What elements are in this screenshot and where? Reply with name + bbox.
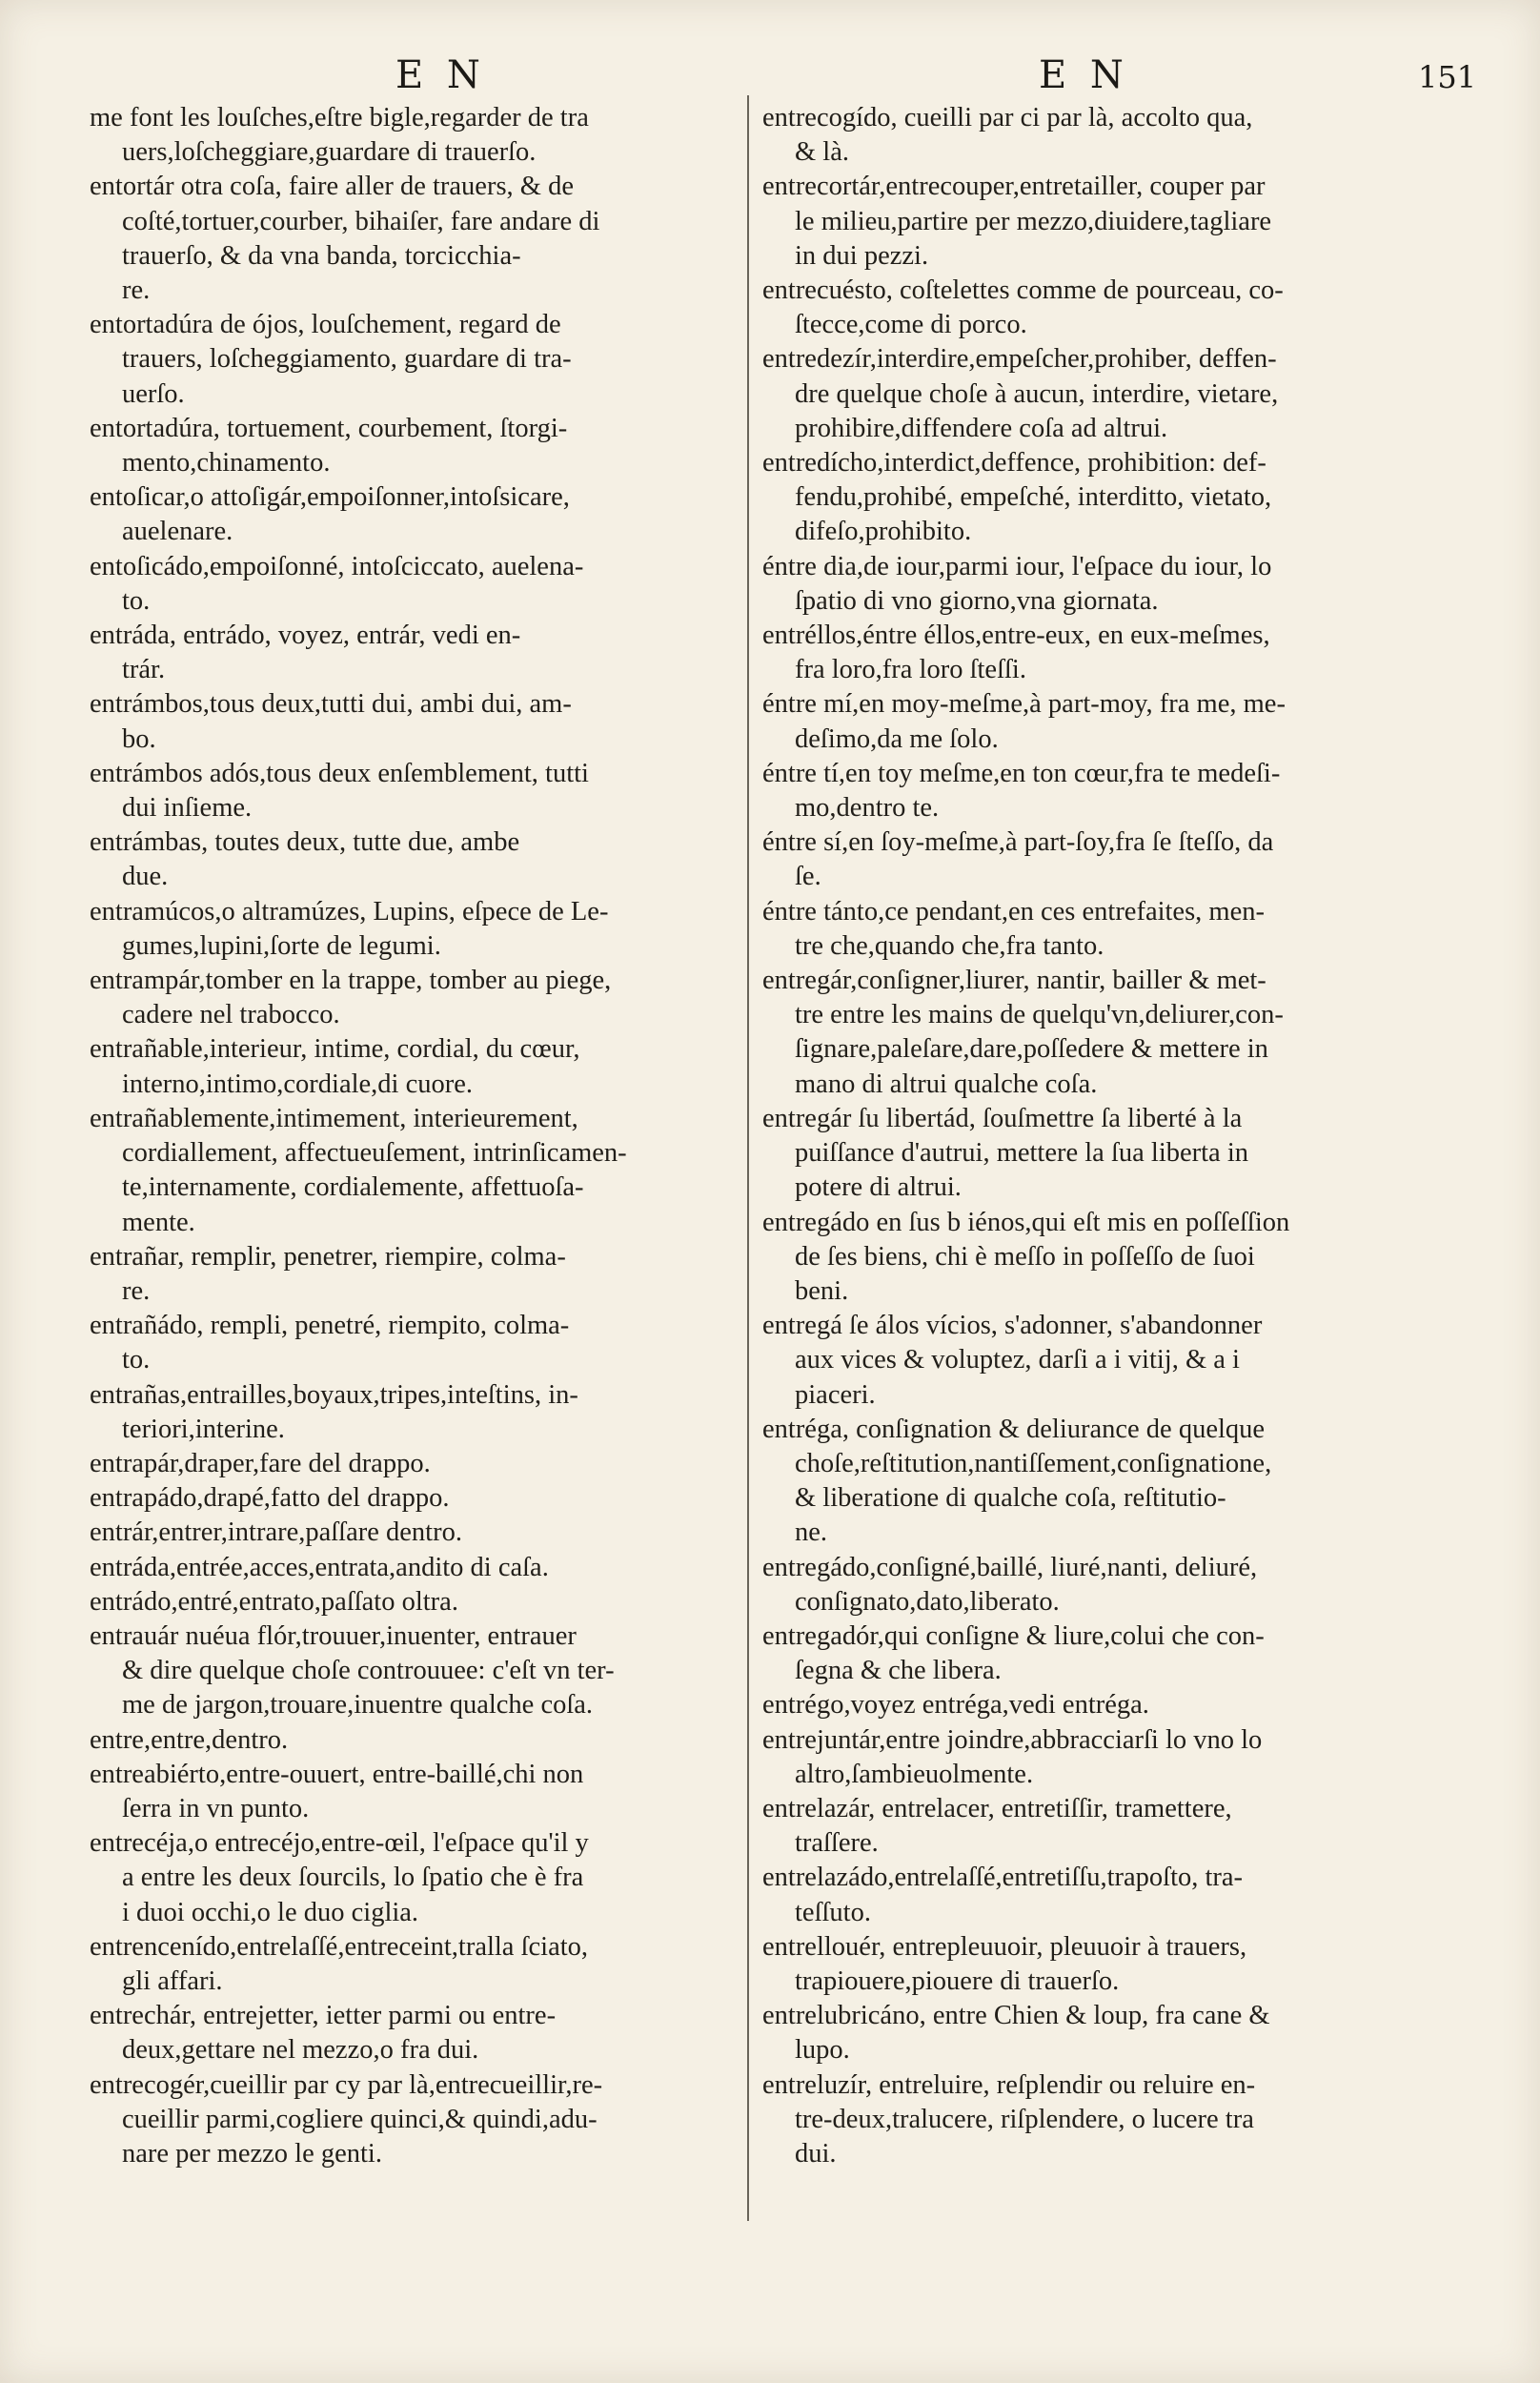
dictionary-entry	[90, 757, 741, 825]
entry-continuation: tre entre les mains de quelqu'vn,deliurer,con-	[795, 1000, 1284, 1030]
entry-continuation: difeſo,prohibito.	[795, 517, 972, 547]
dictionary-entry	[90, 550, 741, 619]
entry-continuation: dui.	[795, 2138, 837, 2169]
dictionary-entry	[762, 1619, 1441, 1688]
dictionary-entry	[90, 895, 741, 964]
dictionary-entry	[90, 1240, 741, 1309]
dictionary-entry	[90, 1585, 741, 1619]
entry-headline: entrámbos adós,tous deux enſemblement, tutti	[90, 758, 589, 788]
dictionary-entry	[762, 1688, 1441, 1722]
dictionary-entry	[762, 825, 1441, 894]
entry-continuation: me de jargon,trouare,inuentre qualche coſa.	[122, 1690, 594, 1721]
entry-headline: entrelazádo,entrelaſſé,entretiſſu,trapoſto, tra-	[762, 1863, 1244, 1893]
entry-continuation: altro,ſambieuolmente.	[795, 1759, 1034, 1789]
entry-continuation: nare per mezzo le genti.	[122, 2138, 382, 2169]
running-head-left: E N	[395, 53, 486, 97]
entry-continuation: & dire quelque choſe controuuee: c'eſt vn ter-	[122, 1656, 615, 1686]
entry-continuation: beni.	[795, 1275, 849, 1306]
dictionary-entry	[762, 1102, 1441, 1206]
entry-continuation: & liberatione di qualche coſa, reſtitutio-	[795, 1483, 1226, 1514]
entry-headline: entrelubricáno, entre Chien & loup, fra cane &	[762, 2001, 1270, 2031]
entry-headline: entreabiérto,entre-ouuert, entre-baillé,chi non	[90, 1759, 584, 1789]
entry-headline: entrampár,tomber en la trappe, tomber au piege,	[90, 966, 612, 996]
entry-continuation: re.	[122, 275, 151, 306]
entry-continuation: fra loro,fra loro ſteſſi.	[795, 655, 1026, 685]
entry-continuation: ſerra in vn punto.	[122, 1793, 310, 1823]
entry-headline: entrañádo, rempli, penetré, riempito, colma-	[90, 1311, 570, 1341]
entry-continuation: conſignato,dato,liberato.	[795, 1586, 1060, 1617]
entry-headline: entrañable,interieur, intime, cordial, du cœur,	[90, 1034, 580, 1065]
dictionary-entry	[90, 1999, 741, 2067]
entry-continuation: in dui pezzi.	[795, 240, 929, 271]
dictionary-entry	[90, 1826, 741, 1930]
entry-headline: entregár,conſigner,liurer, nantir, bailler & met-	[762, 966, 1266, 996]
entry-continuation: aux vices & voluptez, darſi a i vitij, & a i	[795, 1345, 1240, 1375]
dictionary-entry	[90, 1930, 741, 1999]
entry-headline: éntre dia,de iour,parmi iour, l'eſpace du iour, lo	[762, 551, 1272, 581]
dictionary-entry	[762, 446, 1441, 550]
dictionary-entry	[90, 1102, 741, 1240]
entry-headline: entrapádo,drapé,fatto del drappo.	[90, 1483, 450, 1514]
entry-headline: entráda, entrádo, voyez, entrár, vedi en-	[90, 621, 521, 651]
dictionary-entry	[762, 1309, 1441, 1413]
dictionary-entry	[90, 1481, 741, 1516]
entry-headline: entramúcos,o altramúzes, Lupins, eſpece de Le-	[90, 896, 609, 927]
entry-headline: entréllos,éntre éllos,entre-eux, en eux-meſmes,	[762, 621, 1270, 651]
entry-headline: entregádo en ſus b iénos,qui eſt mis en poſſeſſion	[762, 1207, 1290, 1237]
dictionary-entry	[762, 1723, 1441, 1792]
entry-headline: éntre tánto,ce pendant,en ces entrefaites, men-	[762, 896, 1265, 927]
entry-continuation: tre che,quando che,fra tanto.	[795, 930, 1104, 961]
entry-continuation: mente.	[122, 1207, 195, 1237]
dictionary-entry	[90, 2068, 741, 2172]
entry-continuation: to.	[122, 1345, 151, 1375]
column-divider	[747, 95, 749, 2221]
entry-continuation: ſignare,paleſare,dare,poſſedere & mettere in	[795, 1034, 1268, 1065]
dictionary-entry	[762, 1999, 1441, 2067]
entry-continuation: re.	[122, 1275, 151, 1306]
entry-continuation: ſe.	[795, 862, 821, 892]
entry-continuation: due.	[122, 862, 169, 892]
entry-continuation: teſſuto.	[795, 1897, 871, 1927]
entry-headline: entrapár,draper,fare del drappo.	[90, 1448, 431, 1478]
entry-continuation: trapiouere,piouere di trauerſo.	[795, 1965, 1120, 1996]
entry-continuation: le milieu,partire per mezzo,diuidere,tagliare	[795, 206, 1272, 236]
entry-continuation: potere di altrui.	[795, 1172, 962, 1203]
entry-continuation: gumes,lupini,ſorte de legumi.	[122, 930, 441, 961]
entry-headline: entrecogér,cueillir par cy par là,entrecueillir,re-	[90, 2069, 603, 2100]
dictionary-entry	[762, 757, 1441, 825]
entry-continuation: piaceri.	[795, 1379, 876, 1410]
entry-headline: entrañar, remplir, penetrer, riempire, colma-	[90, 1241, 566, 1272]
entry-headline: éntre mí,en moy-meſme,à part-moy, fra me, me-	[762, 689, 1286, 720]
entry-headline: entoſicar,o attoſigár,empoiſonner,intoſsicare,	[90, 482, 570, 513]
entry-headline: entrañas,entrailles,boyaux,tripes,inteſtins, in-	[90, 1379, 578, 1410]
entry-continuation: mento,chinamento.	[122, 448, 331, 479]
dictionary-entry	[90, 1447, 741, 1481]
entry-continuation: ne.	[795, 1517, 828, 1548]
dictionary-entry	[762, 1930, 1441, 1999]
entry-headline: entrádo,entré,entrato,paſſato oltra.	[90, 1586, 458, 1617]
entry-headline: entoſicádo,empoiſonné, intoſciccato, auelena-	[90, 551, 584, 581]
entry-headline: entrámbos,tous deux,tutti dui, ambi dui, am-	[90, 689, 572, 720]
entry-continuation: traſſere.	[795, 1828, 879, 1859]
page-number: 151	[1418, 59, 1477, 95]
dictionary-entry	[90, 1619, 741, 1723]
entry-continuation: ſtecce,come di porco.	[795, 310, 1027, 340]
dictionary-entry	[762, 342, 1441, 446]
entry-continuation: de ſes biens, chi è meſſo in poſſeſſo de ſuoi	[795, 1241, 1255, 1272]
dictionary-entry	[90, 1551, 741, 1585]
dictionary-entry	[90, 170, 741, 308]
dictionary-entry	[762, 1861, 1441, 1929]
entry-continuation: puiſſance d'autrui, mettere la ſua liberta in	[795, 1138, 1248, 1169]
dictionary-entry	[762, 895, 1441, 964]
entry-continuation: auelenare.	[122, 517, 233, 547]
left-column	[90, 101, 741, 2236]
entry-continuation: gli affari.	[122, 1965, 223, 1996]
entry-headline: entréga, conſignation & deliurance de quelque	[762, 1414, 1266, 1444]
entry-continuation: lupo.	[795, 2035, 850, 2066]
dictionary-entry	[90, 101, 741, 170]
entry-headline: éntre sí,en ſoy-meſme,à part-ſoy,fra ſe ſteſſo, da	[762, 827, 1274, 858]
dictionary-entry	[90, 964, 741, 1032]
entry-headline: entrámbas, toutes deux, tutte due, ambe	[90, 827, 520, 858]
entry-continuation: mano di altrui qualche coſa.	[795, 1069, 1098, 1099]
entry-continuation: te,internamente, cordialemente, affettuoſa-	[122, 1172, 584, 1203]
entry-headline: entredezír,interdire,empeſcher,prohiber, deffen-	[762, 344, 1277, 375]
entry-continuation: fendu,prohibé, empeſché, interditto, vietato,	[795, 482, 1272, 513]
entry-continuation: trauers, loſcheggiamento, guardare di tra-	[122, 344, 572, 375]
entry-headline: entregár ſu libertád, ſouſmettre ſa liberté à la	[762, 1103, 1243, 1133]
dictionary-entry	[762, 170, 1441, 274]
entry-headline: entrencenído,entrelaſſé,entreceint,tralla ſciato,	[90, 1931, 589, 1962]
entry-continuation: dui inſieme.	[122, 793, 253, 824]
entry-continuation: uerſo.	[122, 378, 185, 409]
dictionary-entry	[762, 550, 1441, 619]
entry-continuation: ſegna & che libera.	[795, 1656, 1002, 1686]
entry-continuation: mo,dentro te.	[795, 793, 940, 824]
entry-headline: entredícho,interdict,deffence, prohibition: def-	[762, 448, 1266, 479]
entry-continuation: uers,loſcheggiare,guardare di trauerſo.	[122, 137, 537, 168]
entry-headline: entreluzír, entreluire, reſplendir ou reluire en-	[762, 2069, 1256, 2100]
dictionary-entry	[762, 1206, 1441, 1310]
entry-continuation: prohibire,diffendere coſa ad altrui.	[795, 413, 1168, 443]
entry-headline: entráda,entrée,acces,entrata,andito di caſa.	[90, 1552, 549, 1582]
dictionary-entry	[762, 101, 1441, 170]
dictionary-entry	[762, 619, 1441, 687]
entry-continuation: ſpatio di vno giorno,vna giornata.	[795, 585, 1159, 616]
dictionary-entry	[90, 308, 741, 412]
dictionary-entry	[90, 1378, 741, 1447]
dictionary-entry	[762, 687, 1441, 756]
entry-headline: entortár otra coſa, faire aller de trauers, & de	[90, 172, 574, 202]
dictionary-entry	[90, 1516, 741, 1550]
entry-continuation: interno,intimo,cordiale,di cuore.	[122, 1069, 474, 1099]
entry-continuation: cadere nel trabocco.	[122, 1000, 340, 1030]
dictionary-entry	[762, 274, 1441, 342]
entry-continuation: coſté,tortuer,courber, bihaiſer, fare andare di	[122, 206, 600, 236]
entry-headline: entrejuntár,entre joindre,abbracciarſi lo vno lo	[762, 1724, 1263, 1755]
dictionary-entry	[90, 412, 741, 480]
dictionary-entry	[762, 964, 1441, 1102]
entry-headline: éntre tí,en toy meſme,en ton cœur,fra te medeſi-	[762, 758, 1281, 788]
entry-continuation: cueillir parmi,cogliere quinci,& quindi,adu-	[122, 2104, 598, 2134]
dictionary-entry	[90, 1758, 741, 1826]
entry-continuation: choſe,reſtitution,nantiſſement,conſignatione,	[795, 1448, 1272, 1478]
entry-headline: me font les louſches,eſtre bigle,regarder de tra	[90, 103, 589, 132]
entry-headline: entregá ſe álos vícios, s'adonner, s'abandonner	[762, 1311, 1263, 1341]
entry-headline: entrelazár, entrelacer, entretiſſir, tramettere,	[762, 1793, 1232, 1823]
entry-headline: entrecortár,entrecouper,entretailler, couper par	[762, 172, 1266, 202]
entry-headline: entrañablemente,intimement, interieurement,	[90, 1103, 578, 1133]
entry-continuation: deſimo,da me ſolo.	[795, 723, 999, 754]
entry-continuation: trauerſo, & da vna banda, torcicchia-	[122, 240, 521, 271]
entry-continuation: dre quelque choſe à aucun, interdire, vietare,	[795, 378, 1279, 409]
entry-headline: entortadúra de ójos, louſchement, regard de	[90, 310, 561, 340]
dictionary-entry	[90, 480, 741, 549]
entry-headline: entrauár nuéua flór,trouuer,inuenter, entrauer	[90, 1620, 577, 1651]
entry-continuation: i duoi occhi,o le duo ciglia.	[122, 1897, 419, 1927]
entry-continuation: bo.	[122, 723, 156, 754]
dictionary-entry	[90, 1723, 741, 1758]
dictionary-entry	[762, 2068, 1441, 2172]
running-head-right: E N	[1039, 53, 1129, 97]
entry-continuation: a entre les deux ſourcils, lo ſpatio che è fra	[122, 1863, 584, 1893]
entry-continuation: trár.	[122, 655, 166, 685]
dictionary-entry	[90, 825, 741, 894]
entry-continuation: to.	[122, 585, 151, 616]
dictionary-entry	[90, 1309, 741, 1377]
dictionary-entry	[762, 1551, 1441, 1619]
right-column	[762, 101, 1441, 2236]
entry-continuation: cordiallement, affectueuſement, intrinſicamen-	[122, 1138, 627, 1169]
entry-continuation: teriori,interine.	[122, 1414, 285, 1444]
entry-continuation: tre-deux,tralucere, riſplendere, o lucere tra	[795, 2104, 1254, 2134]
entry-headline: entregádo,conſigné,baillé, liuré,nanti, deliuré,	[762, 1552, 1258, 1582]
dictionary-entry	[90, 687, 741, 756]
dictionary-entry	[762, 1413, 1441, 1551]
entry-headline: entre,entre,dentro.	[90, 1724, 289, 1755]
entry-headline: entortadúra, tortuement, courbement, ſtorgi-	[90, 413, 568, 443]
entry-headline: entrár,entrer,intrare,paſſare dentro.	[90, 1517, 462, 1548]
entry-headline: entregadór,qui conſigne & liure,colui che con-	[762, 1620, 1265, 1651]
entry-headline: entrégo,voyez entréga,vedi entréga.	[762, 1690, 1149, 1721]
dictionary-entry	[90, 1032, 741, 1101]
entry-headline: entrechár, entrejetter, ietter parmi ou entre-	[90, 2001, 557, 2031]
dictionary-entry	[762, 1792, 1441, 1861]
entry-headline: entrecuésto, coſtelettes comme de pourceau, co-	[762, 275, 1284, 306]
entry-continuation: deux,gettare nel mezzo,o fra dui.	[122, 2035, 479, 2066]
entry-continuation: & là.	[795, 137, 849, 168]
entry-headline: entrecogído, cueilli par ci par là, accolto qua,	[762, 103, 1253, 132]
entry-headline: entrellouér, entrepleuuoir, pleuuoir à trauers,	[762, 1931, 1247, 1962]
dictionary-entry	[90, 619, 741, 687]
entry-headline: entrecéja,o entrecéjo,entre-œil, l'eſpace qu'il y	[90, 1828, 589, 1859]
